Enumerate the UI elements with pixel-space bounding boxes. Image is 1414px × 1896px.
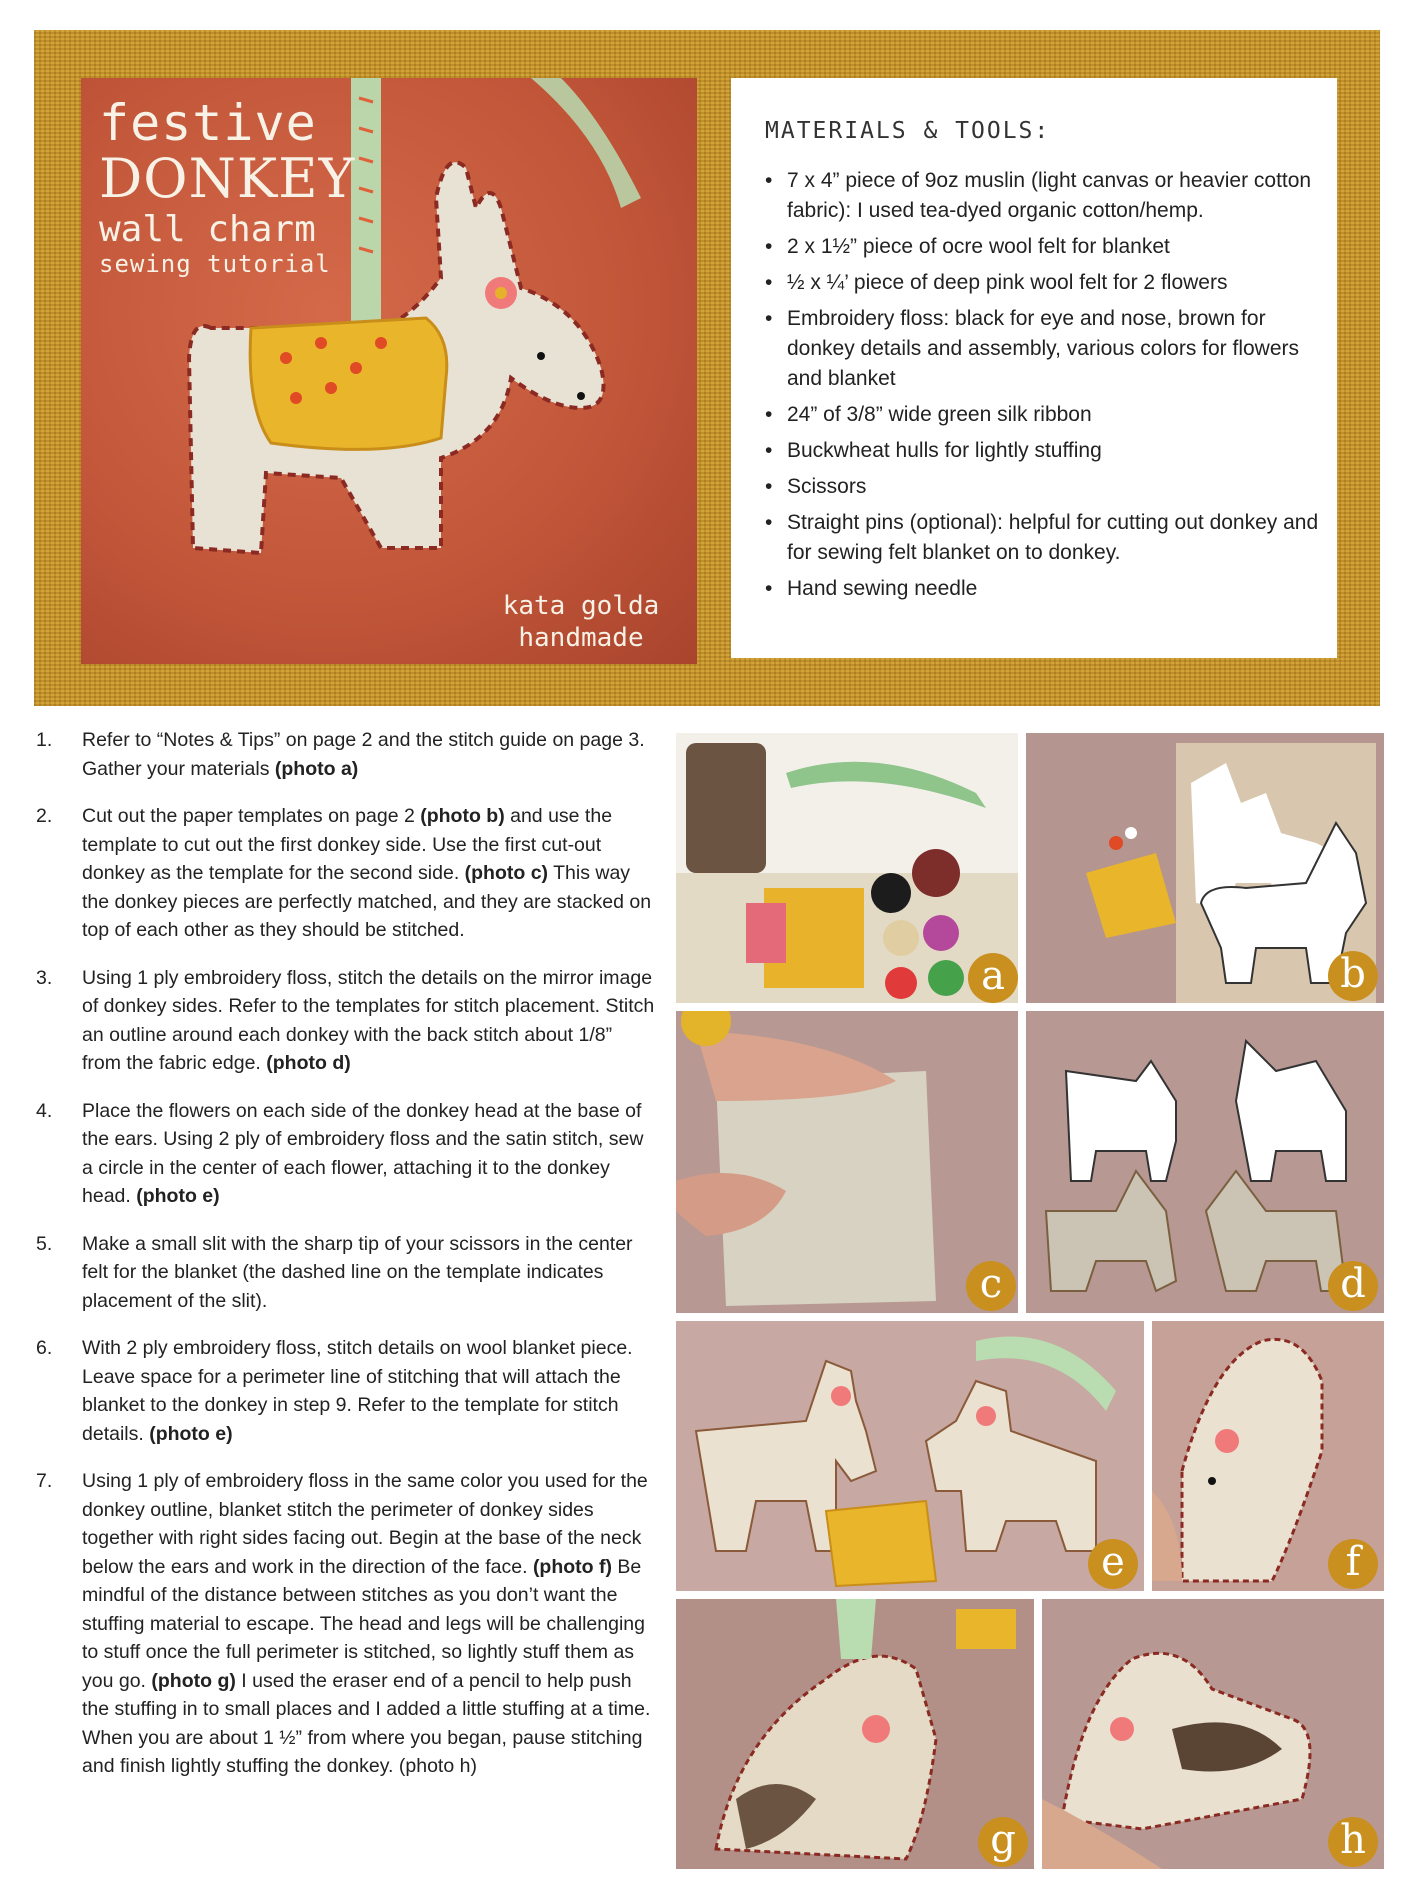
flowers-photo-graphic bbox=[676, 1321, 1144, 1591]
photo-b bbox=[1026, 733, 1384, 1003]
step-4 bbox=[36, 1097, 656, 1211]
material-item: • 24” of 3/8” wide green silk ribbon bbox=[765, 400, 1325, 430]
step-text: and use the template to cut out the first donkey side. Use the first cut-out donkey as the template for the second side. bbox=[82, 805, 613, 884]
header-banner bbox=[34, 30, 1380, 706]
step-text: Refer to “Notes & Tips” on page 2 and the stitch guide on page 3. Gather your materials bbox=[82, 729, 645, 780]
step-5 bbox=[36, 1230, 656, 1316]
step-number: 4. bbox=[36, 1099, 53, 1122]
brand-line1: kata golda bbox=[502, 591, 660, 621]
photo-ref: (photo c) bbox=[464, 862, 549, 884]
materials-panel bbox=[731, 78, 1337, 658]
step-3 bbox=[36, 964, 656, 1078]
photo-label-b: b bbox=[1328, 951, 1378, 1001]
photo-ref: (photo g) bbox=[151, 1669, 236, 1692]
step-2 bbox=[36, 802, 656, 945]
cover-title bbox=[99, 94, 356, 278]
cutting-photo-graphic bbox=[676, 1011, 1018, 1313]
photo-ref: (photo e) bbox=[149, 1422, 233, 1445]
photo-a bbox=[676, 733, 1018, 1003]
photo-ref: (photo a) bbox=[274, 757, 359, 780]
step-number: 6. bbox=[36, 1337, 53, 1359]
material-item: • 2 x 1½” piece of ocre wool felt for blanket bbox=[765, 232, 1325, 262]
photo-e bbox=[676, 1321, 1144, 1591]
step-6 bbox=[36, 1334, 656, 1448]
step-number: 3. bbox=[36, 966, 53, 989]
photo-g bbox=[676, 1599, 1034, 1869]
photo-h bbox=[1042, 1599, 1384, 1869]
photo-label-d: d bbox=[1328, 1261, 1378, 1311]
material-item: • Scissors bbox=[765, 472, 1325, 502]
material-item: • Hand sewing needle bbox=[765, 574, 1325, 604]
brand-line2: handmade bbox=[518, 623, 644, 653]
cover-title-line2: DONKEY bbox=[99, 147, 356, 210]
step-number: 2. bbox=[36, 805, 53, 827]
photo-label-e: e bbox=[1088, 1539, 1138, 1589]
stuffing-photo-graphic bbox=[676, 1599, 1034, 1869]
photo-ref: (photo b) bbox=[420, 805, 505, 827]
step-text: I used the eraser end of a pencil to help push the stuffing in to small places and I added a little stuffing at a time. When you are about 1 ½” from where you began, pause stitching and finish lightly stuffing the donkey. (photo h) bbox=[82, 1669, 651, 1777]
cover-brand bbox=[481, 590, 681, 654]
photo-ref: (photo d) bbox=[266, 1052, 351, 1074]
photo-ref: (photo e) bbox=[136, 1185, 220, 1207]
step-number: 7. bbox=[36, 1470, 53, 1492]
cover-title-line4: sewing tutorial bbox=[99, 250, 331, 278]
step-text: Place the flowers on each side of the donkey head at the base of the ears. Using 2 ply of embroidery floss and the satin stitch, sew a circle in the center of each flower, attaching it to the donkey head. bbox=[82, 1099, 644, 1207]
photo-label-c: c bbox=[966, 1261, 1016, 1311]
step-number: 5. bbox=[36, 1232, 53, 1255]
instruction-steps bbox=[36, 726, 656, 1800]
step-text: Using 1 ply of embroidery floss in the same color you used for the donkey outline, blanket stitch the perimeter of donkey sides together with right sides facing out. Begin at the base of the neck below the ears and work in the direction of the face. bbox=[82, 1470, 648, 1578]
cover-title-line1: festive bbox=[99, 94, 317, 152]
materials-title: MATERIALS & TOOLS: bbox=[765, 118, 1051, 144]
step-text: Be mindful of the distance between stitches as you don’t want the stuffing material to escape. The head and legs will be challenging to stuff once the full perimeter is stitched, so lightly stuff them as you go. bbox=[82, 1555, 645, 1692]
material-item: • Straight pins (optional): helpful for cutting out donkey and for sewing felt blanket on to donkey. bbox=[765, 508, 1325, 568]
material-item: • ½ x ¼’ piece of deep pink wool felt for 2 flowers bbox=[765, 268, 1325, 298]
photo-f bbox=[1152, 1321, 1384, 1591]
photo-label-f: f bbox=[1328, 1539, 1378, 1589]
template-photo-graphic bbox=[1026, 733, 1384, 1003]
cover-title-line3: wall charm bbox=[99, 209, 316, 250]
materials-list bbox=[765, 166, 1325, 610]
photo-label-g: g bbox=[978, 1817, 1028, 1867]
step-text: This way the donkey pieces are perfectly matched, and they are stacked on top of each other as they should be stitched. bbox=[82, 862, 652, 941]
material-item: • Embroidery floss: black for eye and nose, brown for donkey details and assembly, various colors for flowers and blanket bbox=[765, 304, 1325, 394]
photo-label-a: a bbox=[968, 953, 1018, 1003]
step-text: Using 1 ply embroidery floss, stitch the details on the mirror image of donkey sides. Refer to the templates for stitch placement. Stitch an outline around each donkey with the back stitch about 1/8” from the fabric edge. bbox=[82, 966, 655, 1074]
materials-photo-graphic bbox=[676, 733, 1018, 1003]
step-text: Cut out the paper templates on page 2 bbox=[82, 805, 421, 827]
step-text: With 2 ply embroidery floss, stitch details on wool blanket piece. Leave space for a perimeter line of stitching that will attach the blanket to the donkey in step 9. Refer to the template for stitch details. bbox=[82, 1337, 633, 1445]
step-number: 1. bbox=[36, 729, 53, 751]
step-text: Make a small slit with the sharp tip of your scissors in the center felt for the blanket (the dashed line on the template indicates placement of the slit). bbox=[82, 1232, 633, 1312]
material-item: • 7 x 4” piece of 9oz muslin (light canvas or heavier cotton fabric): I used tea-dyed organic cotton/hemp. bbox=[765, 166, 1325, 226]
step-7 bbox=[36, 1467, 656, 1781]
photo-d bbox=[1026, 1011, 1384, 1313]
step-1 bbox=[36, 726, 656, 783]
material-item: • Buckwheat hulls for lightly stuffing bbox=[765, 436, 1325, 466]
cover-image bbox=[81, 78, 697, 664]
photo-c bbox=[676, 1011, 1018, 1313]
photo-ref: (photo f) bbox=[532, 1555, 612, 1578]
stitched-photo-graphic bbox=[1026, 1011, 1384, 1313]
photo-label-h: h bbox=[1328, 1817, 1378, 1867]
